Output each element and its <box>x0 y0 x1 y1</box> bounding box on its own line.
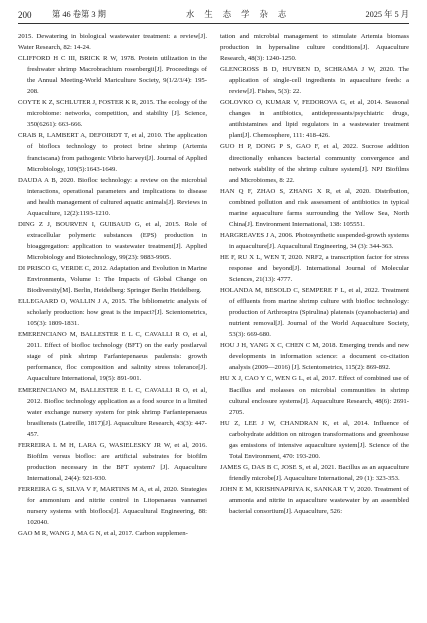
reference-entry: DAUDA A B, 2020. Biofloc technology: a review on the microbial interactions, operational parameters and implications to disease and health management of cultured aquatic animals[J]. Reviews in Aquaculture, 12(2):1193-1210. <box>18 176 207 217</box>
reference-entry: HU Z, LEE J W, CHANDRAN K, et al, 2014. Influence of carbohydrate addition on nitrogen transformations and greenhouse gas emissions of intensive aquaculture system[J]. Science of the Total Environment, 470: 193-200. <box>220 419 409 460</box>
reference-entry: HE F, RU X L, WEN T, 2020. NRF2, a transcription factor for stress response and beyond[J]. International Journal of Molecular Sciences, 21(13): 4777. <box>220 253 409 284</box>
reference-entry: FERREIRA L M H, LARA G, WASIELESKY JR W, et al, 2016. Biofilm versus biofloc: are artificial substrates for biofilm production necessary in the BFT system? [J]. Aquaculture International, 24(4): 921-930. <box>18 441 207 482</box>
reference-entry: 2015. Dewatering in biological wastewater treatment: a review[J]. Water Research, 82: 14-24. <box>18 33 207 52</box>
right-reference-column <box>220 31 409 517</box>
reference-entry: HOU J H, YANG X C, CHEN C M, 2018. Emerging trends and new developments in information science: a document co-citation analysis (2009—2016) [J]. Scientometrics, 115(2): 869-892. <box>220 342 409 372</box>
reference-entry: EMERENCIANO M, BALLESTER E L C, CAVALLI R O, et al, 2011. Effect of biofloc technology (BFT) on the early postlarval stage of pink shrimp Farfantepenaeus paulensis: growth performance, floc composition and salinity stress tolerance[J]. Aquaculture International, 19(5): 891-901. <box>18 331 207 383</box>
issue-date: 2025 年 5 月 <box>365 10 409 19</box>
reference-entry: DI PRISCO G, VERDE C, 2012. Adaptation and Evolution in Marine Environments, Volume 1: The Impacts of Global Change on Biodiversity[M]. Berlin, Heidelberg: Springer Berlin Heidelberg. <box>18 264 207 295</box>
reference-entry: tation and microbial management to stimulate Artemia biomass production in hypersaline culture conditions[J]. Aquaculture Research, 48(3): 1240-1250. <box>220 33 409 63</box>
reference-entry: CRAB R, LAMBERT A, DEFOIRDT T, et al, 2010. The application of bioflocs technology to protect brine shrimp (Artemia franciscana) from pathogenic Vibrio harveyi[J]. Journal of Applied Microbiology, 109(5):1643-1649. <box>18 132 207 173</box>
volume-issue: 第 46 卷第 3 期 <box>52 10 106 19</box>
reference-entry: HAN Q F, ZHAO S, ZHANG X R, et al, 2020. Distribution, combined pollution and risk assessment of antibiotics in typical marine aquaculture farms surrounding the Yellow Sea, North China[J]. Environment International, 138: 105551. <box>220 187 409 228</box>
reference-entry: DING Z J, BOURVEN I, GUIBAUD G, et al, 2015. Role of extracellular polymeric substances (EPS) production in bioaggregation: application to wastewater treatment[J]. Applied Microbiology and Biotechnology, 99(23): 9883-9905. <box>18 220 207 261</box>
header-rule <box>18 23 409 24</box>
reference-entry: COYTE K Z, SCHLUTER J, FOSTER K R, 2015. The ecology of the microbiome: networks, competition, and stability [J]. Science, 350(6261): 663-666. <box>18 99 207 129</box>
running-header <box>18 8 409 22</box>
reference-entry: GLENCROSS B D, HUYBEN D, SCHRAMA J W, 2020. The application of single-cell ingredients in aquaculture feeds: a review[J]. Fishes, 5(3): 22. <box>220 66 409 96</box>
reference-entry: EMERENCIANO M, BALLESTER E L C, CAVALLI R O, et al, 2012. Biofloc technology application as a food source in a limited water exchange nursery system for pink shrimp Farfantepenaeus brasiliensis (Latreille, 1817)[J]. Aquaculture Research, 43(3): 447-457. <box>18 386 207 438</box>
reference-entry: HU X J, CAO Y C, WEN G L, et al, 2017. Effect of combined use of Bacillus and molasses on microbial communities in shrimp cultural enclosure systems[J]. Aquaculture Research, 48(6): 2691-2705. <box>220 375 409 416</box>
reference-entry: JAMES G, DAS B C, JOSE S, et al, 2021. Bacillus as an aquaculture friendly microbe[J]. Aquaculture International, 29 (1): 323-353. <box>220 463 409 482</box>
reference-entry: GAO M R, WANG J, MA G N, et al, 2017. Carbon supplemen- <box>18 530 188 538</box>
page-number: 200 <box>18 10 32 20</box>
reference-entry: JOHN E M, KRISHNAPRIYA K, SANKAR T V, 2020. Treatment of ammonia and nitrite in aquaculture wastewater by an assembled bacterial consortium[J]. Aquaculture, 526: <box>220 485 409 516</box>
reference-entry: GUO H P, DONG P S, GAO F, et al, 2022. Sucrose addition directionally enhances bacterial community convergence and network stability of the shrimp culture system[J]. NPJ Biofilms and Microbiomes, 8: 22. <box>220 143 409 184</box>
left-reference-column <box>18 31 207 539</box>
reference-entry: ELLEGAARD O, WALLIN J A, 2015. The bibliometric analysis of scholarly production: how great is the impact?[J]. Scientometrics, 105(3): 1809-1831. <box>18 298 207 328</box>
reference-entry: HOLANDA M, BESOLD C, SEMPERE F L, et al, 2022. Treatment of effluents from marine shrimp culture with biofloc technology: production of Arthrospira (Spirulina) platensis (cyanobacteria) and nutrient removal[J]. Journal of the World Aquaculture Society, 53(3): 669-680. <box>220 287 409 339</box>
reference-entry: HARGREAVES J A, 2006. Photosynthetic suspended-growth systems in aquaculture[J]. Aquacultural Engineering, 34 (3): 344-363. <box>220 231 409 250</box>
reference-entry: FERREIRA G S, SILVA V F, MARTINS M A, et al, 2020. Strategies for ammonium and nitrite control in Litopenaeus vannamei nursery systems with bioflocs[J]. Aquacultural Engineering, 88: 102040. <box>18 485 207 527</box>
reference-entry: CLIFFORD H C III, BRICK R W, 1978. Protein utilization in the freshwater shrimp Macrobrachium rosenbergii[J]. Proceedings of the Annual Meeting-World Mariculture Society, 9(1/2/3/4): 195-208. <box>18 55 207 96</box>
reference-entry: GOLOVKO O, KUMAR V, FEDOROVA G, et al, 2014. Seasonal changes in antibiotics, antidepressants/psychiatric drugs, antihistamines and lipid regulators in a wastewater treatment plant[J]. Chemosphere, 111: 418-426. <box>220 99 409 140</box>
journal-title: 水 生 态 学 杂 志 <box>186 10 291 19</box>
